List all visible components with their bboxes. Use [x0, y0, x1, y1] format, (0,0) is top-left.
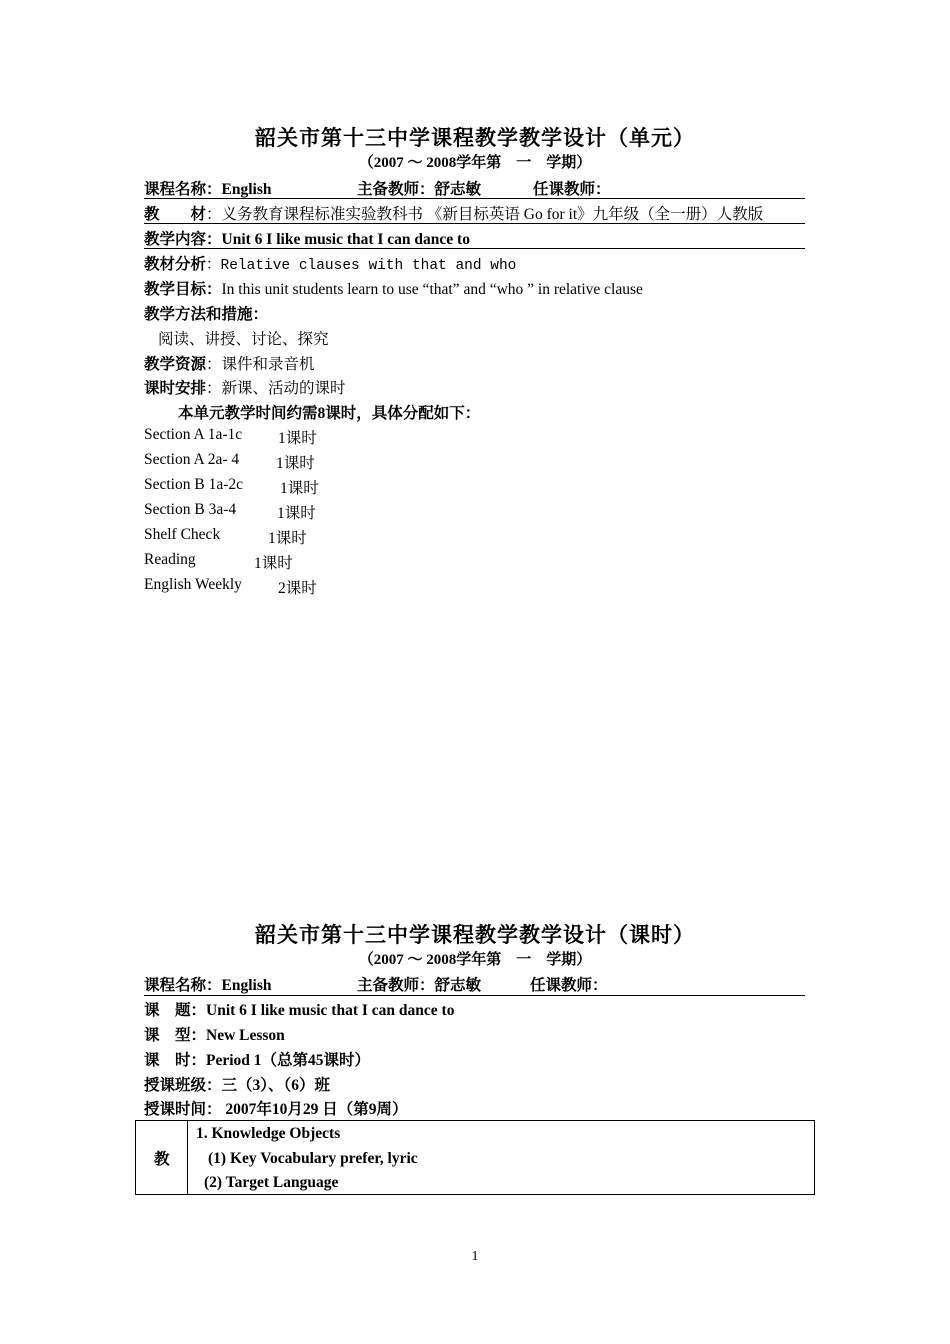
- unit-plan-title: 韶关市第十三中学课程教学教学设计（单元）: [255, 126, 695, 150]
- schedule-label: 课时安排: [144, 380, 207, 397]
- course-value: English: [221, 181, 272, 198]
- lesson-lead-teacher: [357, 973, 481, 995]
- resources-label: 教学资源: [144, 356, 207, 373]
- unit-plan-term: （2007 ～ 2008学年第 一 学期）: [358, 155, 592, 171]
- section-name: Section B 3a-4: [144, 501, 237, 518]
- resources-row: [144, 352, 315, 374]
- lesson-plan-title: 韶关市第十三中学课程教学教学设计（课时）: [255, 923, 695, 947]
- unit-teacher-label: 任课教师：: [533, 181, 611, 198]
- unit-course-name: [144, 177, 272, 199]
- lesson-topic: 课 题：Unit 6 I like music that I can dance to: [144, 1002, 455, 1019]
- section-row: [144, 426, 242, 444]
- table-line: (1) Key Vocabulary prefer, lyric: [208, 1150, 418, 1167]
- table-line: 1. Knowledge Objects: [196, 1125, 341, 1142]
- section-row: [144, 576, 242, 594]
- section-name: Section A 1a-1c: [144, 426, 243, 443]
- course-value: English: [221, 977, 272, 994]
- methods-label: 教学方法和措施：: [144, 306, 269, 323]
- objectives-table: [135, 1120, 815, 1195]
- header-rule: [144, 198, 805, 199]
- content-row: [144, 227, 470, 249]
- lesson-plan-term: （2007 ～ 2008学年第 一 学期）: [358, 952, 592, 968]
- lesson-classes: 授课班级：三（3）、（6）班: [144, 1077, 331, 1094]
- lead-teacher-label: 主备教师：: [357, 977, 435, 994]
- section-hours: 1课时: [280, 480, 319, 497]
- section-hours: 1课时: [268, 530, 307, 547]
- analysis-value: ：Relative clauses with that and who: [206, 258, 517, 274]
- textbook-rule: [144, 223, 805, 224]
- section-name: Reading: [144, 551, 196, 568]
- section-name: Shelf Check: [144, 526, 221, 543]
- section-hours: 1课时: [276, 455, 315, 472]
- content-rule: [144, 248, 805, 249]
- textbook-value: ：义务教育课程标准实验教科书 《新目标英语 Go for it》九年级（全一册）人教版: [206, 206, 764, 223]
- lesson-type: 课 型：New Lesson: [144, 1027, 285, 1044]
- section-row: [144, 451, 239, 469]
- lesson-date: 授课时间： 2007年10月29 日（第9周）: [144, 1101, 408, 1118]
- course-label: 课程名称：: [144, 181, 222, 198]
- section-hours: 1课时: [277, 505, 316, 522]
- content-label: 教学内容：: [144, 231, 222, 248]
- schedule-row: [144, 376, 346, 398]
- course-label: 课程名称：: [144, 977, 222, 994]
- section-hours: 1课时: [254, 555, 293, 572]
- allocation-note: 本单元教学时间约需8课时，具体分配如下：: [178, 405, 481, 422]
- page-number: 1: [471, 1249, 479, 1264]
- resources-value: ：课件和录音机: [206, 356, 315, 373]
- analysis-label: 教材分析: [144, 256, 207, 273]
- lesson-teacher-label: 任课教师：: [530, 977, 608, 994]
- content-value: Unit 6 I like music that I can dance to: [221, 231, 470, 248]
- lesson-period: 课 时：Period 1（总第45课时）: [144, 1052, 371, 1069]
- methods-value: 阅读、讲授、讨论、探究: [158, 331, 329, 348]
- section-row: [144, 551, 196, 569]
- section-row: [144, 526, 220, 544]
- section-row: [144, 476, 243, 494]
- schedule-value: ：新课、活动的课时: [206, 380, 346, 397]
- section-name: English Weekly: [144, 576, 242, 593]
- section-hours: 1课时: [278, 430, 317, 447]
- section-row: [144, 501, 236, 519]
- section-name: Section B 1a-2c: [144, 476, 244, 493]
- section-hours: 2课时: [278, 580, 317, 597]
- textbook-label: 教 材: [144, 206, 207, 223]
- unit-lead-teacher: [357, 177, 481, 199]
- table-side-label: 教: [154, 1151, 170, 1168]
- lead-teacher-value: 舒志敏: [434, 181, 482, 198]
- lead-teacher-label: 主备教师：: [357, 181, 435, 198]
- objective-row: [144, 277, 643, 299]
- table-column-divider: [187, 1121, 188, 1194]
- section-name: Section A 2a- 4: [144, 451, 240, 468]
- lesson-course-name: [144, 973, 272, 995]
- lead-teacher-value: 舒志敏: [434, 977, 482, 994]
- lesson-header-rule: [144, 995, 805, 996]
- objective-label: 教学目标：: [144, 281, 222, 298]
- textbook-row: [144, 202, 763, 224]
- table-line: (2) Target Language: [204, 1174, 339, 1191]
- analysis-row: [144, 252, 516, 274]
- objective-value: In this unit students learn to use “that” and “who ” in relative clause: [221, 281, 643, 298]
